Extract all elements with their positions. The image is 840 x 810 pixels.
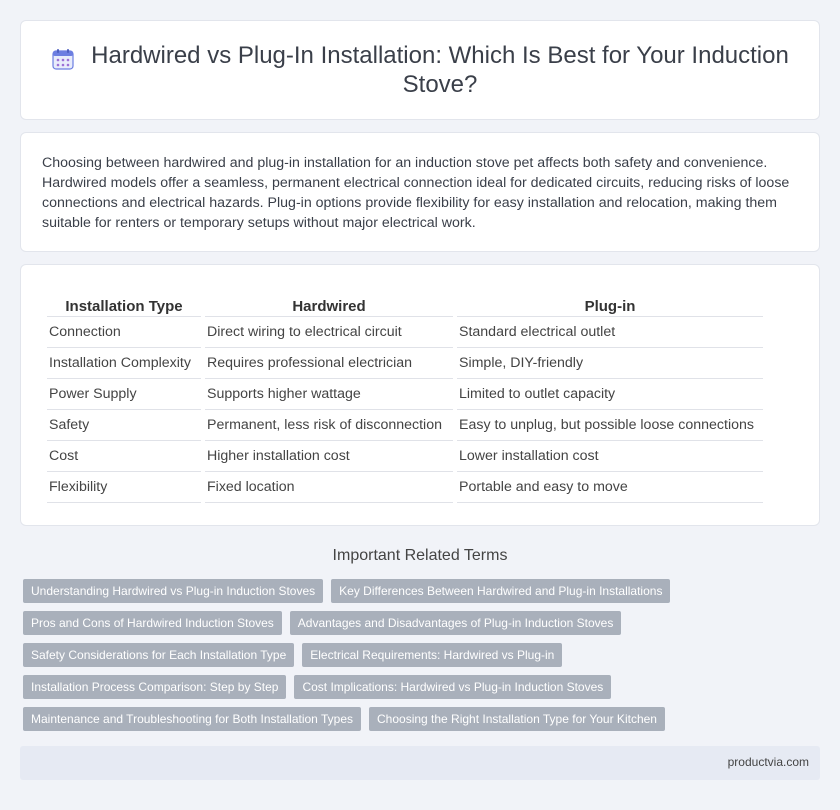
table-cell: Installation Complexity xyxy=(47,348,201,379)
table-row xyxy=(47,441,763,472)
related-term-link[interactable]: Installation Process Comparison: Step by Step xyxy=(23,675,286,699)
table-cell: Connection xyxy=(47,317,201,348)
related-term-link[interactable]: Advantages and Disadvantages of Plug-in Induction Stoves xyxy=(290,611,622,635)
related-terms-list xyxy=(23,579,823,739)
related-term-link[interactable]: Safety Considerations for Each Installation Type xyxy=(23,643,294,667)
table-cell: Flexibility xyxy=(47,472,201,503)
tag-row xyxy=(23,675,823,699)
intro-paragraph: Choosing between hardwired and plug-in installation for an induction stove pet affects both safety and convenience. Hardwired models offer a seamless, permanent electrical connection ideal for dedicated circuits, reducing risks of loose connections and electrical hazards. Plug-in options provide flexibility for easy installation and relocation, making them suitable for renters or temporary setups without major electrical work. xyxy=(42,155,790,231)
table-cell: Simple, DIY-friendly xyxy=(457,348,763,379)
related-terms-title: Important Related Terms xyxy=(332,547,508,564)
column-header-plug-in: Plug-in xyxy=(457,293,763,317)
page-title: Hardwired vs Plug-In Installation: Which Is Best for Your Induction Stove? xyxy=(91,42,789,98)
table-cell: Lower installation cost xyxy=(457,441,763,472)
table-header-row xyxy=(47,293,763,317)
table-cell: Requires professional electrician xyxy=(205,348,453,379)
table-cell: Permanent, less risk of disconnection xyxy=(205,410,453,441)
table-row xyxy=(47,472,763,503)
column-header-hardwired: Hardwired xyxy=(205,293,453,317)
table-cell: Direct wiring to electrical circuit xyxy=(205,317,453,348)
table-cell: Easy to unplug, but possible loose connections xyxy=(457,410,763,441)
related-term-link[interactable]: Key Differences Between Hardwired and Plug-in Installations xyxy=(331,579,670,603)
column-header-installation-type: Installation Type xyxy=(47,293,201,317)
table-cell: Limited to outlet capacity xyxy=(457,379,763,410)
related-term-link[interactable]: Maintenance and Troubleshooting for Both Installation Types xyxy=(23,707,361,731)
related-term-link[interactable]: Choosing the Right Installation Type for Your Kitchen xyxy=(369,707,665,731)
table-cell: Standard electrical outlet xyxy=(457,317,763,348)
tag-row xyxy=(23,707,823,731)
table-cell: Portable and easy to move xyxy=(457,472,763,503)
intro-card xyxy=(20,132,820,252)
related-term-link[interactable]: Electrical Requirements: Hardwired vs Plug-in xyxy=(302,643,562,667)
footer xyxy=(20,746,820,780)
header xyxy=(21,21,819,119)
table-cell: Power Supply xyxy=(47,379,201,410)
table-cell: Fixed location xyxy=(205,472,453,503)
table-row xyxy=(47,410,763,441)
comparison-table xyxy=(43,293,767,503)
related-term-link[interactable]: Pros and Cons of Hardwired Induction Stoves xyxy=(23,611,282,635)
comparison-card xyxy=(20,264,820,526)
table-row xyxy=(47,348,763,379)
table-row xyxy=(47,317,763,348)
table-cell: Safety xyxy=(47,410,201,441)
table-row xyxy=(47,379,763,410)
table-cell: Supports higher wattage xyxy=(205,379,453,410)
table-cell: Cost xyxy=(47,441,201,472)
tag-row xyxy=(23,611,823,635)
footer-site-name: productvia.com xyxy=(727,755,809,769)
tag-row xyxy=(23,579,823,603)
calendar-icon xyxy=(51,47,75,71)
tag-row xyxy=(23,643,823,667)
table-cell: Higher installation cost xyxy=(205,441,453,472)
header-card xyxy=(20,20,820,120)
related-term-link[interactable]: Understanding Hardwired vs Plug-in Induction Stoves xyxy=(23,579,323,603)
related-term-link[interactable]: Cost Implications: Hardwired vs Plug-in Induction Stoves xyxy=(294,675,611,699)
